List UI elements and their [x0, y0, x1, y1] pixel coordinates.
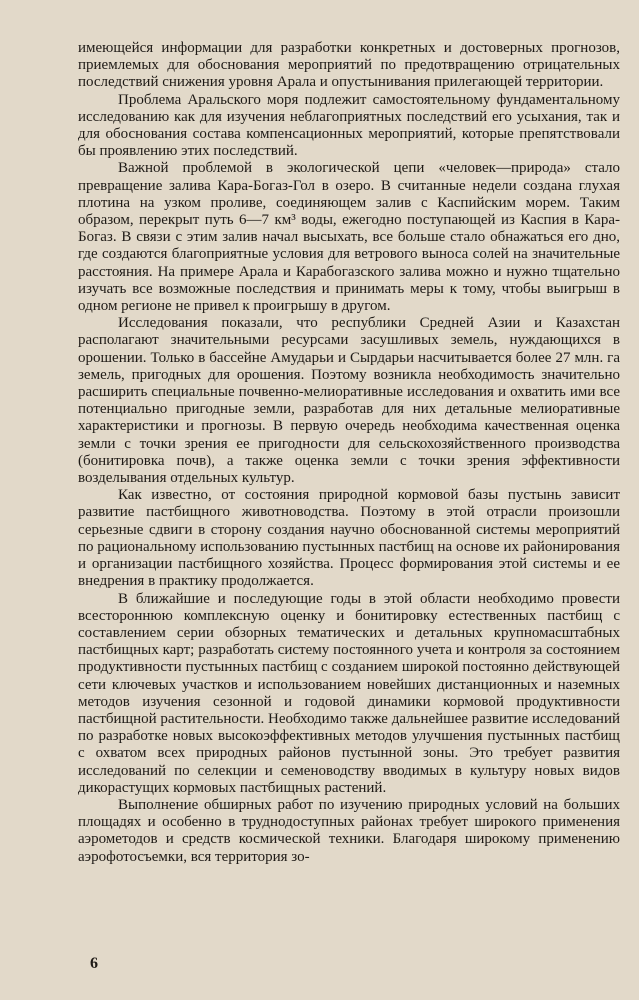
paragraph-aral-problem: Проблема Аральского моря подлежит самостоятельному фундаментальному исследованию как для изучения неблагоприятных последствий его усыхания, так и для обоснования состава компенсационных мероприятий, которые препятствовали бы проявлению этих последствий.: [78, 91, 620, 160]
paragraph-research-plans: В ближайшие и последующие годы в этой области необходимо провести всестороннюю комплексную оценку и бонитировку естественных пастбищ с составлением серии обзорных тематических и детальных крупномасштабных пастбищных карт; разработать систему постоянного учета и контроля за состоянием продуктивности пустынных пастбищ с созданием широкой постоянно действующей сети ключевых участков и использованием новейших дистанционных и наземных методов изучения сезонной и годовой динамики кормовой продуктивности пастбищной растительности. Необходимо также дальнейшее развитие исследований по разработке новых высокоэффективных методов улучшения пустынных пастбищ с охватом всех природных районов пустынной зоны. Это требует развития исследований по селекции и семеноводству вводимых в культуру новых видов дикорастущих кормовых пастбищных растений.: [78, 590, 620, 796]
paragraph-pastures: Как известно, от состояния природной кормовой базы пустынь зависит развитие пастбищного животноводства. Поэтому в этой отрасли произошли серьезные сдвиги в сторону создания научно обоснованной системы мероприятий по рациональному использованию пустынных пастбищ на основе их районирования и организации пастбищного хозяйства. Процесс формирования этой системы и ее внедрения в практику продолжается.: [78, 487, 620, 590]
paragraph-continued: имеющейся информации для разработки конкретных и достоверных прогнозов, приемлемых для обоснования мероприятий по предотвращению отрицательных последствий снижения уровня Арала и опустынивания прилегающей территории.: [78, 40, 620, 91]
paragraph-irrigation: Исследования показали, что республики Средней Азии и Казахстан располагают значительными ресурсами засушливых земель, нуждающихся в орошении. Только в бассейне Амударьи и Сырдарьи насчитывается более 27 млн. га земель, пригодных для орошения. Поэтому возникла необходимость значительно расширить специальные почвенно-мелиоративные исследования и охватить ими все потенциально пригодные земли, разработав для них детальные мелиоративные характеристики и прогнозы. В первую очередь необходима качественная оценка земли с точки зрения ее пригодности для сельскохозяйственного производства (бонитировка почв), а также оценка земли с точки зрения эффективности возделывания отдельных культур.: [78, 315, 620, 487]
body-text: [78, 40, 620, 866]
paragraph-aerial-methods: Выполнение обширных работ по изучению природных условий на больших площадях и особенно в труднодоступных районах требует широкого применения аэрометодов и средств космической техники. Благодаря широкому применению аэрофотосъемки, вся территория зо-: [78, 796, 620, 865]
paragraph-kara-bogaz: Важной проблемой в экологической цепи «человек—природа» стало превращение залива Кара-Богаз-Гол в озеро. В считанные недели создана глухая плотина на узком проливе, соединяющем залив с Каспийским морем. Таким образом, перекрыт путь 6—7 км³ воды, ежегодно поступающей из Каспия в Кара-Богаз. В связи с этим залив начал высыхать, все больше стало обнажаться его дно, где создаются благоприятные условия для ветрового выноса солей на значительные расстояния. На примере Арала и Карабогазского залива можно и нужно тщательно изучать все возможные последствия и принимать меры к тому, чтобы выигрыш в одном регионе не привел к проигрышу в другом.: [78, 160, 620, 315]
page-number: 6: [90, 955, 98, 972]
